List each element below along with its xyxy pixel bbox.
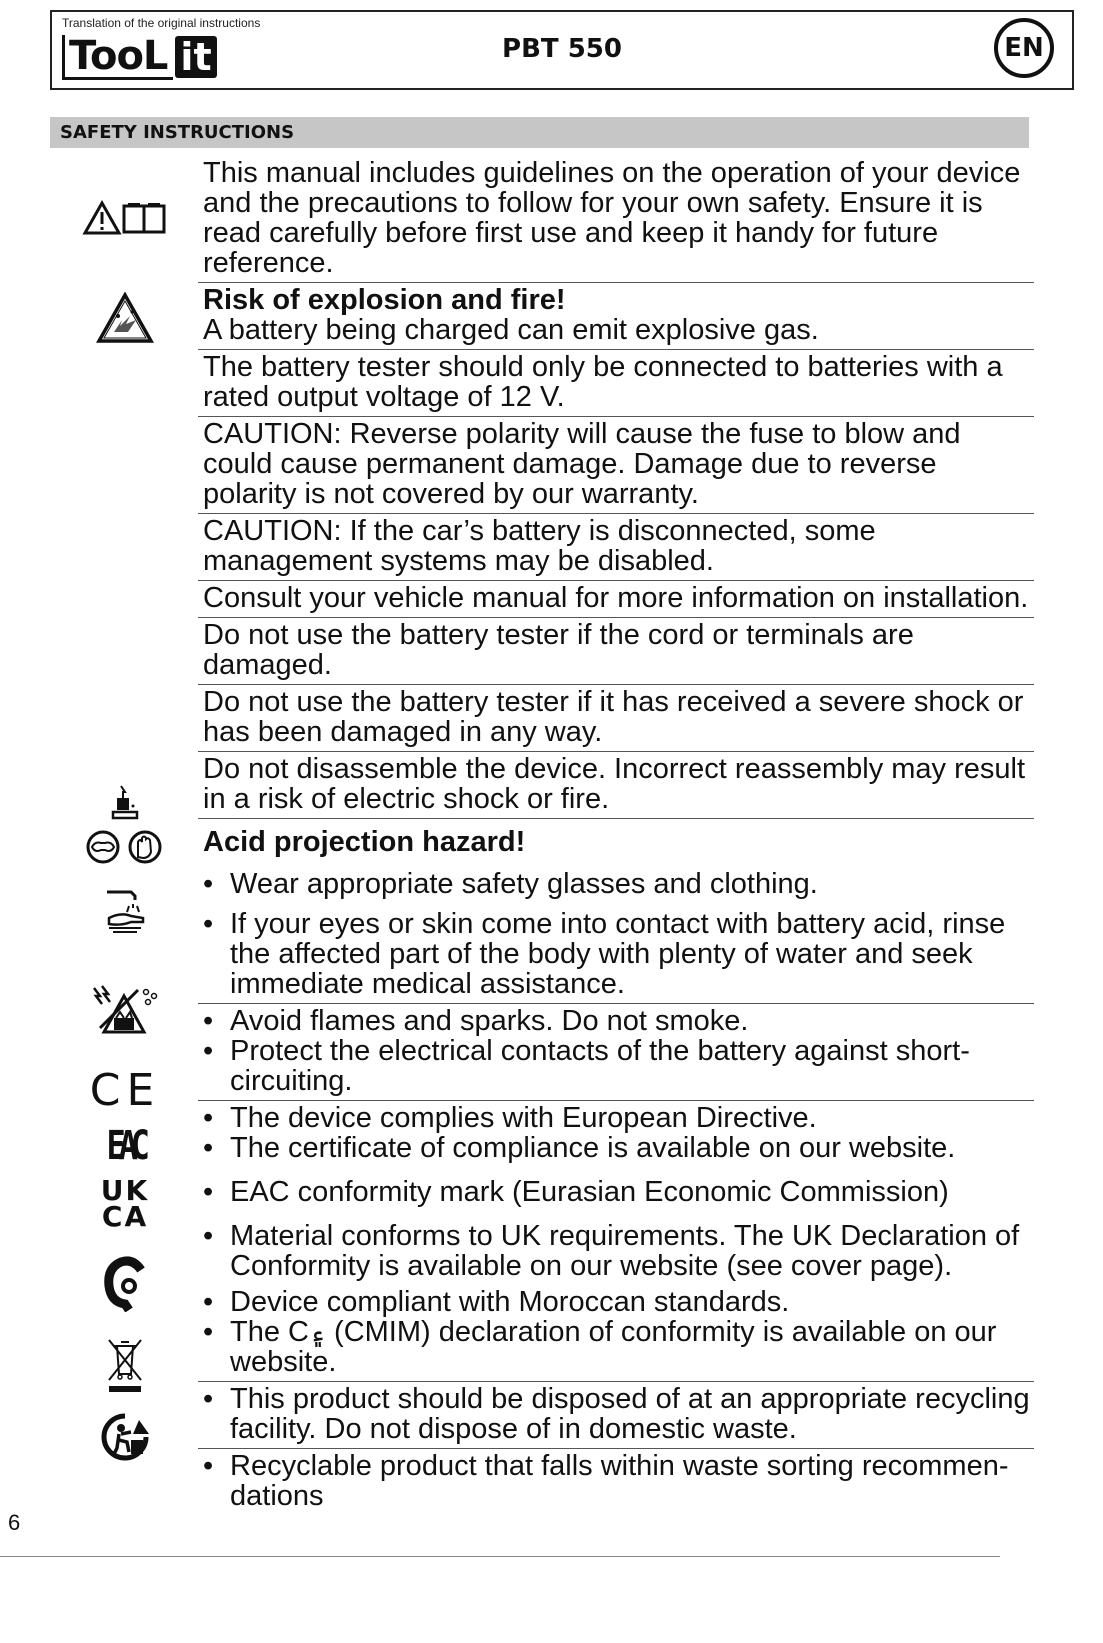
acid-contact-item: • If your eyes or skin come into contact with battery acid, rinse the affected part of the body with plenty of water and seek immediate medical assistance. xyxy=(203,909,1034,999)
ukca-line1: UK xyxy=(100,1174,150,1207)
consult-block xyxy=(198,581,1034,618)
ce-mark-text: CE xyxy=(89,1065,161,1116)
disposal-text: This product should be disposed of at an appropriate recycling facility. Do not dispose of in domestic waste. xyxy=(230,1383,1030,1445)
recycling-sorting-icon xyxy=(80,1412,170,1462)
recyclable-block xyxy=(198,1449,1034,1515)
eac-text: EAC conformity mark (Eurasian Economic Commission) xyxy=(230,1176,949,1208)
cmim-item: • The C۽ (CMIM) declaration of conformity is available on our website. xyxy=(203,1317,1034,1377)
intro-text: This manual includes guidelines on the operation of your device and the precautions to follow for your own safety. Ensure it is read carefully before first use and keep it handy for future reference. xyxy=(203,157,1021,279)
logo-text-tool: TooL xyxy=(62,35,173,80)
disposal-item: • This product should be disposed of at an appropriate recycling facility. Do not dispose of in domestic waste. xyxy=(203,1384,1034,1444)
ce-certificate-text: The certificate of compliance is available on our website. xyxy=(230,1132,956,1164)
ce-directive-text: The device complies with European Directive. xyxy=(230,1102,817,1134)
ukca-line2: CA xyxy=(101,1200,149,1233)
acid-beaker-icon xyxy=(80,784,170,822)
disconnect-block xyxy=(198,514,1034,581)
acid-glasses-item: • Wear appropriate safety glasses and clothing. xyxy=(203,868,818,900)
recyclable-text: Recyclable product that falls within waste sorting recommen-dations xyxy=(230,1450,1009,1512)
shock-block xyxy=(198,685,1034,752)
moroccan-block xyxy=(198,1285,1034,1382)
eac-item: • EAC conformity mark (Eurasian Economic Commission) xyxy=(203,1176,949,1208)
ce-block xyxy=(198,1101,1034,1167)
consult-text: Consult your vehicle manual for more information on installation. xyxy=(203,582,1029,614)
model-name: PBT 550 xyxy=(502,34,622,64)
page-number: 6 xyxy=(8,1510,21,1535)
ukca-block xyxy=(198,1211,1034,1285)
eac-mark-text: EAC xyxy=(106,1123,144,1169)
voltage-block xyxy=(198,350,1034,417)
disassemble-text: Do not disassemble the device. Incorrect reassembly may result in a risk of electric shock or fire. xyxy=(203,753,1026,815)
flames-item: • Avoid flames and sparks. Do not smoke. xyxy=(203,1005,749,1037)
moroccan-text: Device compliant with Moroccan standards. xyxy=(230,1286,790,1318)
disassemble-block xyxy=(198,752,1034,819)
footer-divider xyxy=(0,1556,1000,1557)
section-header xyxy=(50,117,1029,148)
explosion-text: A battery being charged can emit explosive gas. xyxy=(203,314,819,346)
flames-block xyxy=(198,1004,1034,1101)
explosion-title: Risk of explosion and fire! xyxy=(203,284,566,316)
safety-content xyxy=(198,156,1034,1515)
explosion-warning-icon xyxy=(80,292,170,344)
disposal-block xyxy=(198,1382,1034,1449)
ce-directive-item: • The device complies with European Directive. xyxy=(203,1102,817,1134)
cord-text: Do not use the battery tester if the cord or terminals are damaged. xyxy=(203,619,914,681)
shortcircuit-text: Protect the electrical contacts of the battery against short-circuiting. xyxy=(230,1035,970,1097)
polarity-block xyxy=(198,417,1034,514)
section-title: SAFETY INSTRUCTIONS xyxy=(60,122,295,143)
cord-block xyxy=(198,618,1034,685)
acid-title: Acid projection hazard! xyxy=(203,826,526,858)
ukca-mark-icon xyxy=(80,1174,170,1233)
document-header xyxy=(50,10,1074,90)
explosion-block xyxy=(198,283,1034,350)
logo-text-it: it xyxy=(175,36,216,78)
flames-text: Avoid flames and sparks. Do not smoke. xyxy=(230,1005,749,1037)
eac-mark-icon xyxy=(80,1124,170,1168)
cmim-mark-icon xyxy=(80,1256,170,1312)
ce-mark-icon xyxy=(80,1065,170,1116)
weee-bin-icon xyxy=(80,1336,170,1394)
cmim-text: The C۽ (CMIM) declaration of conformity is available on our website. xyxy=(230,1316,997,1378)
read-manual-icon xyxy=(80,200,170,236)
recyclable-item: • Recyclable product that falls within waste sorting recommen-dations xyxy=(203,1451,1034,1511)
acid-block xyxy=(198,819,1034,1004)
language-badge: EN xyxy=(994,18,1054,78)
intro-block xyxy=(198,156,1034,283)
polarity-text: CAUTION: Reverse polarity will cause the fuse to blow and could cause permanent damage. Damage due to reverse polarity is not covered by our warranty. xyxy=(203,418,961,510)
acid-glasses-text: Wear appropriate safety glasses and clothing. xyxy=(230,868,818,900)
no-flames-sparks-icon xyxy=(80,982,170,1036)
shortcircuit-item: • Protect the electrical contacts of the battery against short-circuiting. xyxy=(203,1036,1034,1096)
rinse-water-icon xyxy=(80,888,170,936)
voltage-text: The battery tester should only be connected to batteries with a rated output voltage of 12 V. xyxy=(203,351,1003,413)
acid-contact-text: If your eyes or skin come into contact with battery acid, rinse the affected part of the body with plenty of water and seek immediate medical assistance. xyxy=(230,908,1006,1000)
ce-certificate-item: • The certificate of compliance is available on our website. xyxy=(203,1132,956,1164)
translation-note: Translation of the original instructions xyxy=(62,16,261,30)
moroccan-item: • Device compliant with Moroccan standards. xyxy=(203,1286,790,1318)
goggles-gloves-icon xyxy=(80,830,170,864)
ukca-item: • Material conforms to UK requirements. The UK Declaration of Conformity is available on our website (see cover page). xyxy=(203,1221,1034,1281)
disconnect-text: CAUTION: If the car’s battery is disconnected, some management systems may be disabled. xyxy=(203,515,876,577)
shock-text: Do not use the battery tester if it has received a severe shock or has been damaged in any way. xyxy=(203,686,1024,748)
ukca-text: Material conforms to UK requirements. The UK Declaration of Conformity is available on our website (see cover page). xyxy=(230,1220,1020,1282)
eac-block xyxy=(198,1167,1034,1211)
